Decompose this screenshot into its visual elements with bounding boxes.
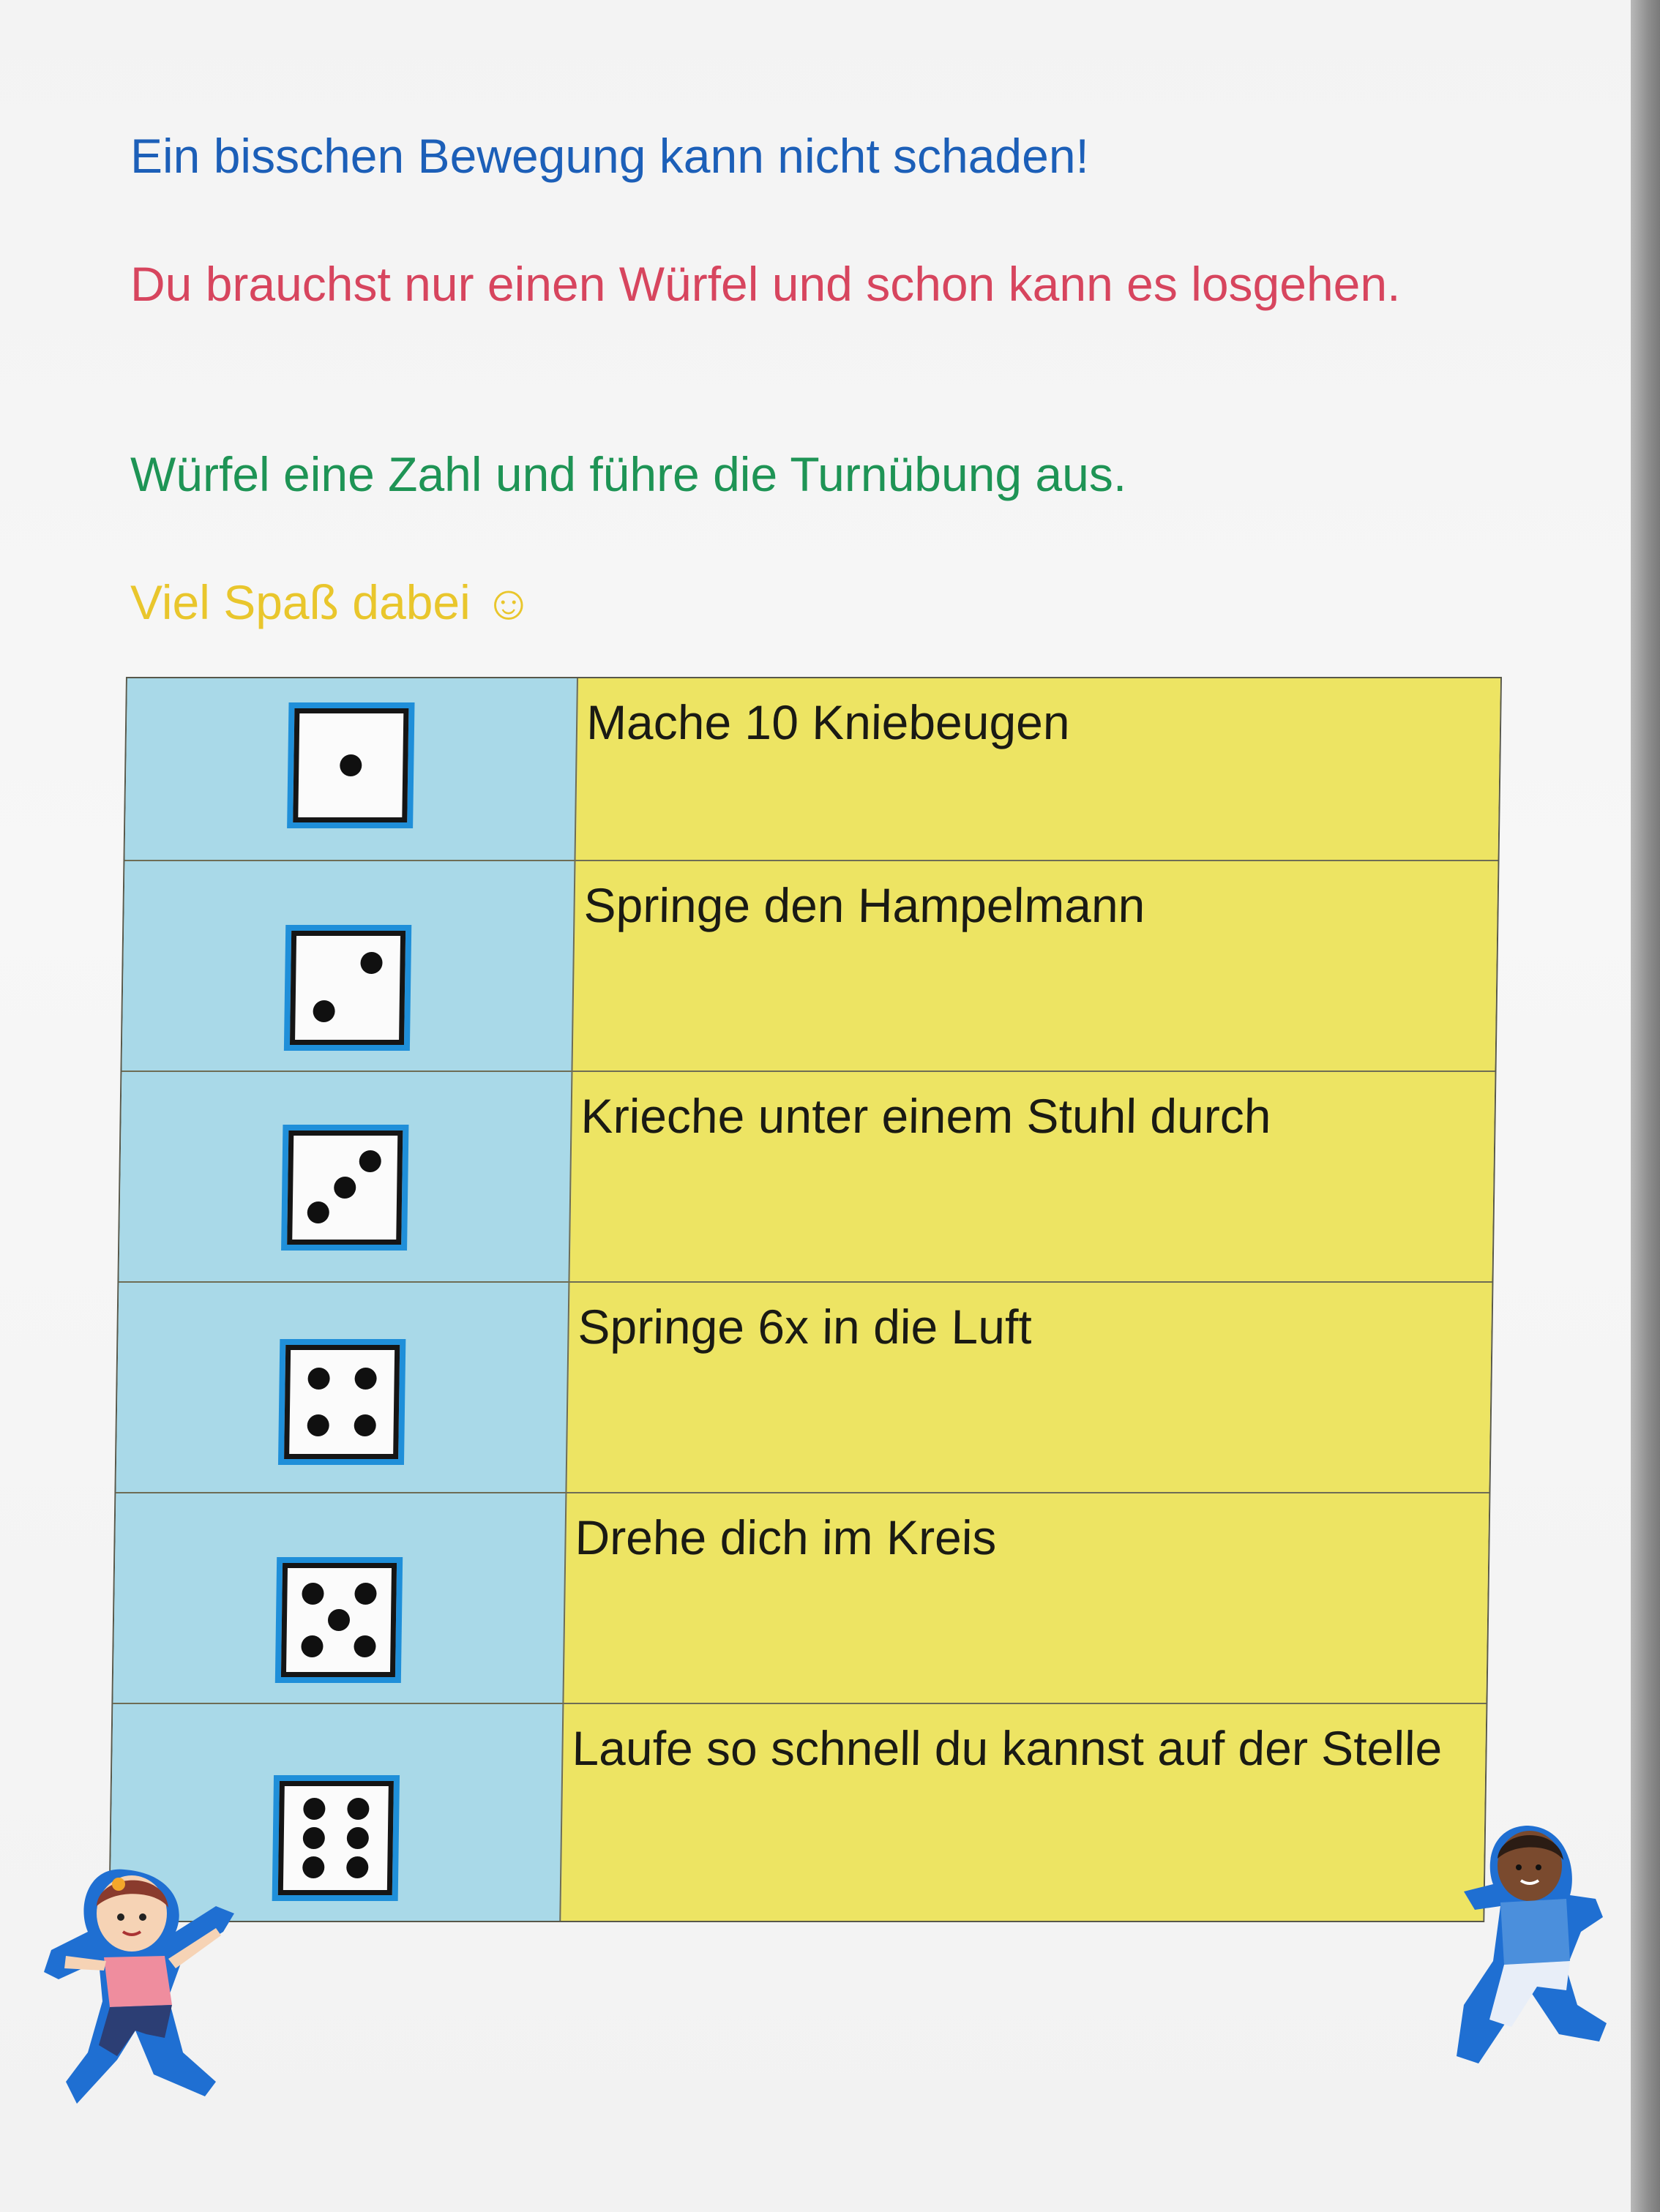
- table-row: [110, 1704, 1486, 1921]
- exercise-text: Krieche unter einem Stuhl durch: [569, 1072, 1495, 1281]
- exercise-text: Laufe so schnell du kannst auf der Stelle: [561, 1704, 1486, 1921]
- die-five-icon: [281, 1563, 397, 1677]
- table-row: [116, 1283, 1492, 1493]
- exercise-text: Drehe dich im Kreis: [564, 1493, 1489, 1703]
- die-three-icon: [287, 1131, 403, 1245]
- die-four-icon: [284, 1345, 400, 1459]
- die-one-icon: [293, 708, 408, 822]
- headline: Ein bisschen Bewegung kann nicht schaden!: [130, 129, 1089, 183]
- instruction-dice: Du brauchst nur einen Würfel und schon kann es losgehen.: [130, 257, 1401, 311]
- have-fun-line: Viel Spaß dabei ☺: [130, 575, 534, 629]
- table-row: [113, 1493, 1489, 1704]
- table-row: [121, 861, 1498, 1072]
- girl-running-sticker-icon: [1449, 1822, 1618, 2071]
- die-cell: [119, 1072, 572, 1281]
- die-two-icon: [290, 931, 405, 1045]
- instruction-roll: Würfel eine Zahl und führe die Turnübung aus.: [130, 447, 1127, 501]
- table-surface-edge: [1631, 0, 1660, 2212]
- die-cell: [113, 1493, 567, 1703]
- exercise-table: [108, 677, 1502, 1922]
- table-row: [119, 1072, 1495, 1283]
- table-row: [124, 678, 1500, 861]
- exercise-text: Springe den Hampelmann: [572, 861, 1498, 1071]
- die-cell: [125, 678, 578, 860]
- die-six-icon: [278, 1781, 394, 1895]
- exercise-text: Mache 10 Kniebeugen: [576, 678, 1500, 860]
- die-cell: [116, 1283, 569, 1492]
- exercise-text: Springe 6x in die Luft: [567, 1283, 1492, 1492]
- die-cell: [121, 861, 575, 1071]
- girl-star-jump-sticker-icon: [37, 1862, 256, 2126]
